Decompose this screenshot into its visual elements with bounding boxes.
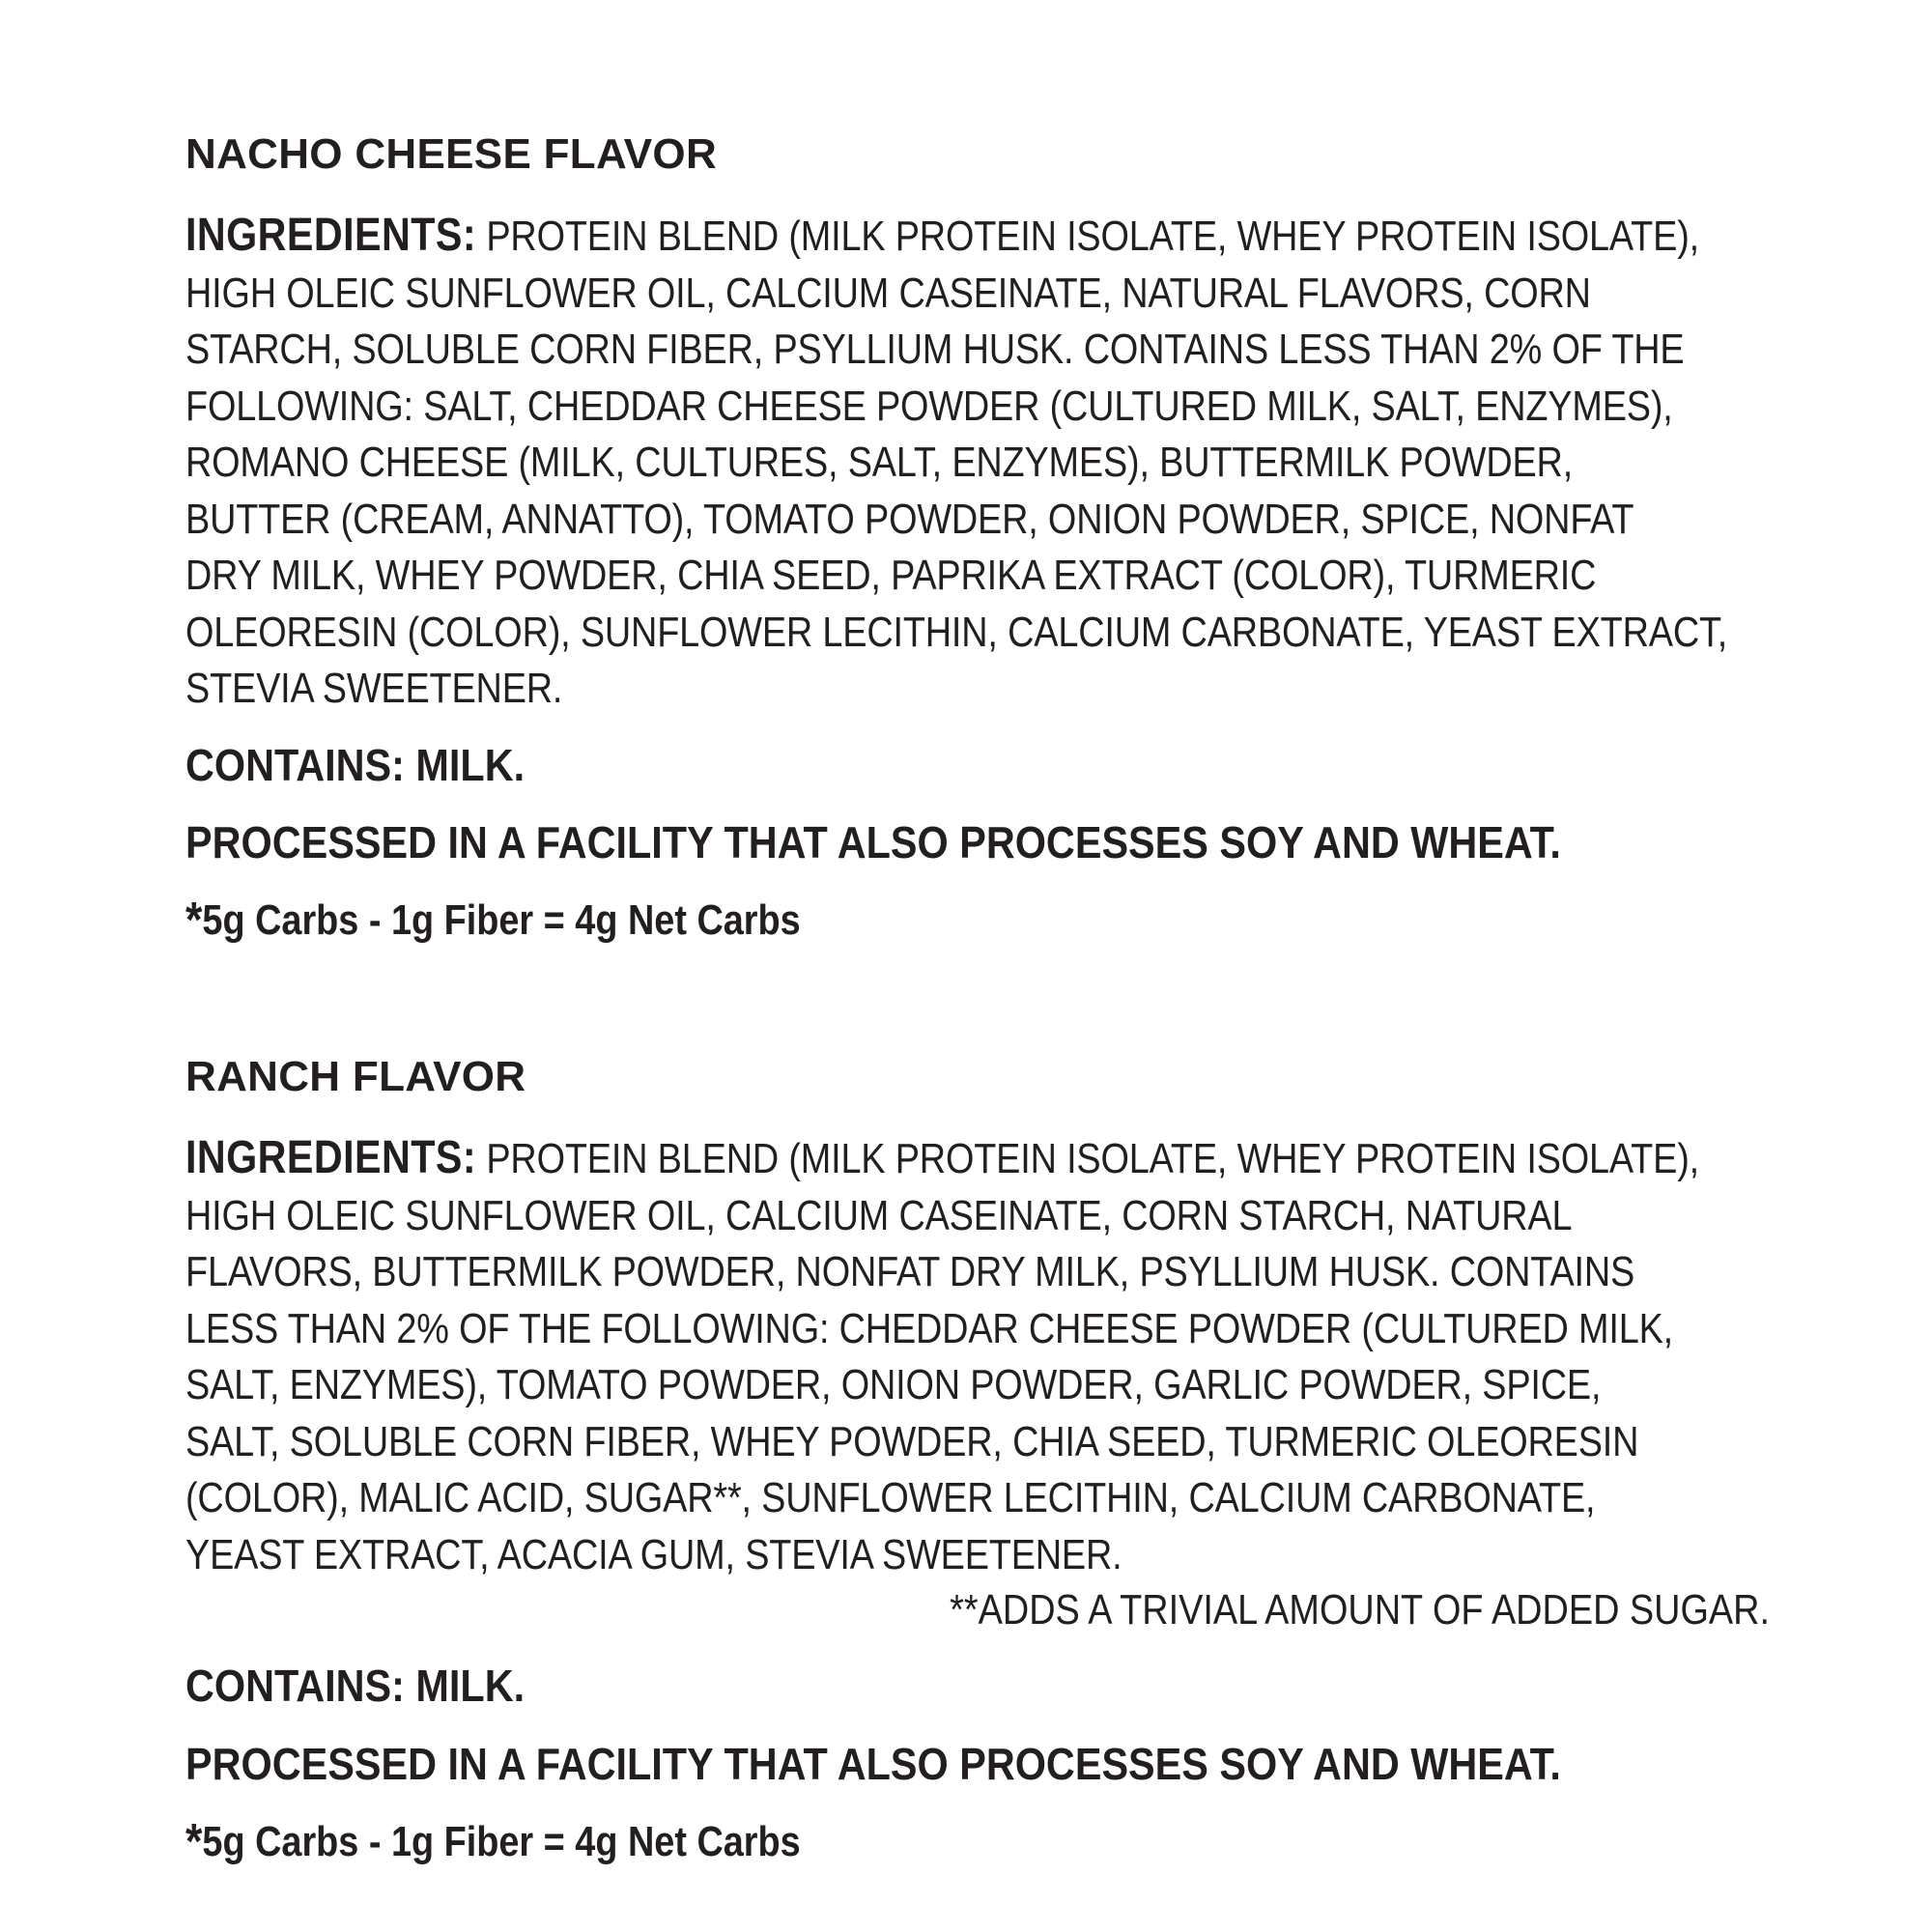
ingredients-line: SALT, SOLUBLE CORN FIBER, WHEY POWDER, CHIA SEED, TURMERIC OLEORESIN — [185, 1417, 1639, 1465]
facility-statement-ranch: PROCESSED IN A FACILITY THAT ALSO PROCESSES SOY AND WHEAT. — [185, 1739, 1561, 1789]
ingredients-line: SALT, ENZYMES), TOMATO POWDER, ONION POWDER, GARLIC POWDER, SPICE, — [185, 1361, 1602, 1408]
asterisk: * — [185, 1814, 203, 1870]
ingredients-line: YEAST EXTRACT, ACACIA GUM, STEVIA SWEETENER. — [185, 1530, 1122, 1578]
ingredients-label: INGREDIENTS: — [185, 1132, 477, 1183]
ingredients-line: FLAVORS, BUTTERMILK POWDER, NONFAT DRY MILK, PSYLLIUM HUSK. CONTAINS — [185, 1248, 1635, 1295]
section-title-nacho: NACHO CHEESE FLAVOR — [185, 130, 718, 178]
ingredients-line: HIGH OLEIC SUNFLOWER OIL, CALCIUM CASEINATE, CORN STARCH, NATURAL — [185, 1191, 1573, 1239]
net-carbs-note-ranch: *5g Carbs - 1g Fiber = 4g Net Carbs — [185, 1814, 801, 1870]
ingredients-nacho — [185, 208, 1773, 718]
contains-statement-ranch: CONTAINS: MILK. — [185, 1661, 526, 1711]
ingredients-line: STEVIA SWEETENER. — [185, 665, 563, 712]
section-title-ranch: RANCH FLAVOR — [185, 1053, 526, 1100]
ingredients-line: OLEORESIN (COLOR), SUNFLOWER LECITHIN, CALCIUM CARBONATE, YEAST EXTRACT, — [185, 608, 1728, 656]
ingredients-line: STARCH, SOLUBLE CORN FIBER, PSYLLIUM HUSK. CONTAINS LESS THAN 2% OF THE — [185, 326, 1685, 373]
contains-statement-nacho: CONTAINS: MILK. — [185, 740, 526, 790]
ingredients-line: ROMANO CHEESE (MILK, CULTURES, SALT, ENZYMES), BUTTERMILK POWDER, — [185, 439, 1574, 486]
ingredients-line: HIGH OLEIC SUNFLOWER OIL, CALCIUM CASEINATE, NATURAL FLAVORS, CORN — [185, 269, 1591, 317]
ingredients-ranch — [185, 1130, 1773, 1583]
ingredients-line: FOLLOWING: SALT, CHEDDAR CHEESE POWDER (CULTURED MILK, SALT, ENZYMES), — [185, 382, 1673, 430]
ingredients-line: (COLOR), MALIC ACID, SUGAR**, SUNFLOWER LECITHIN, CALCIUM CARBONATE, — [185, 1474, 1596, 1521]
added-sugar-footnote: **ADDS A TRIVIAL AMOUNT OF ADDED SUGAR. — [950, 1586, 1770, 1634]
net-carbs-note-nacho: *5g Carbs - 1g Fiber = 4g Net Carbs — [185, 893, 801, 949]
ingredients-line: LESS THAN 2% OF THE FOLLOWING: CHEDDAR CHEESE POWDER (CULTURED MILK, — [185, 1304, 1673, 1352]
ingredients-line: INGREDIENTS: PROTEIN BLEND (MILK PROTEIN ISOLATE, WHEY PROTEIN ISOLATE), — [185, 210, 1699, 261]
asterisk: * — [185, 893, 203, 949]
facility-statement-nacho: PROCESSED IN A FACILITY THAT ALSO PROCESSES SOY AND WHEAT. — [185, 817, 1561, 867]
ingredients-line: BUTTER (CREAM, ANNATTO), TOMATO POWDER, ONION POWDER, SPICE, NONFAT — [185, 495, 1634, 543]
ingredients-label: INGREDIENTS: — [185, 210, 477, 261]
ingredients-line: DRY MILK, WHEY POWDER, CHIA SEED, PAPRIKA EXTRACT (COLOR), TURMERIC — [185, 552, 1597, 599]
ingredients-line: INGREDIENTS: PROTEIN BLEND (MILK PROTEIN ISOLATE, WHEY PROTEIN ISOLATE), — [185, 1132, 1699, 1183]
